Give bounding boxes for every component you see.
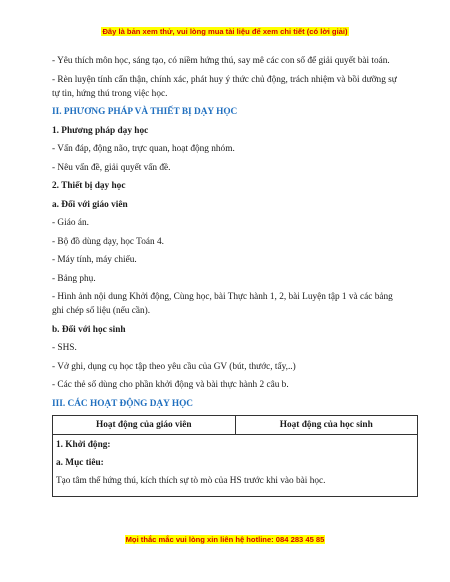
cell-text-goal: Tạo tâm thế hứng thú, kích thích sự tò mò của HS trước khi vào bài học. (56, 476, 326, 486)
paragraph-goal-1: - Yêu thích môn học, sáng tạo, có niềm hứng thú, say mê các con số để giải quyết bài toán. (52, 56, 390, 66)
hotline-banner (0, 535, 450, 544)
preview-banner (0, 27, 450, 36)
subheading-for-teacher: a. Đối với giáo viên (52, 199, 128, 210)
list-item-student-3: - Các thẻ số dùng cho phần khởi động và bài thực hành 2 câu b. (52, 380, 289, 390)
subheading-for-student: b. Đối với học sinh (52, 324, 126, 335)
table-row (53, 435, 418, 497)
section-heading-activities: III. CÁC HOẠT ĐỘNG DẠY HỌC (52, 398, 194, 409)
cell-subtitle-goal: a. Mục tiêu: (56, 458, 104, 468)
column-header-teacher: Hoạt động của giáo viên (53, 416, 236, 435)
document-body (52, 54, 400, 497)
section-heading-methods: II. PHƯƠNG PHÁP VÀ THIẾT BỊ DẠY HỌC (52, 107, 238, 117)
table-cell-warmup (53, 435, 418, 497)
paragraph-method-1: - Vấn đáp, động não, trực quan, hoạt động nhóm. (52, 144, 235, 154)
paragraph-goal-2: - Rèn luyện tính cẩn thận, chính xác, phát huy ý thức chủ động, trách nhiệm và bồi dưỡng sự tự tin, hứng thú trong việc học. (52, 74, 397, 99)
list-item-student-2: - Vở ghi, dụng cụ học tập theo yêu cầu của GV (bút, thước, tẩy,..) (52, 361, 296, 372)
column-header-student: Hoạt động của học sinh (235, 416, 418, 435)
table-header-row (53, 416, 418, 435)
list-item-teacher-4: - Bảng phụ. (52, 273, 96, 284)
list-item-teacher-5: - Hình ảnh nội dung Khởi động, Cùng học, bài Thực hành 1, 2, bài Luyện tập 1 và các bảng ghi chép số liệu (nếu cần). (52, 292, 393, 316)
list-item-teacher-3: - Máy tính, máy chiếu. (52, 255, 137, 265)
hotline-banner-text: Mọi thắc mắc vui lòng xin liên hệ hotline: 084 283 45 85 (125, 535, 325, 544)
list-item-teacher-1: - Giáo án. (52, 218, 89, 228)
list-item-teacher-2: - Bộ đồ dùng dạy, học Toán 4. (52, 236, 164, 247)
subheading-teaching-methods: 1. Phương pháp dạy học (52, 125, 149, 136)
preview-banner-text: Đây là bản xem thử, vui lòng mua tài liệu để xem chi tiết (có lời giải) (102, 27, 348, 36)
activities-table (52, 415, 418, 497)
cell-title-warmup: 1. Khởi động: (56, 440, 111, 450)
list-item-student-1: - SHS. (52, 343, 77, 353)
paragraph-method-2: - Nêu vấn đề, giải quyết vấn đề. (52, 162, 171, 173)
subheading-equipment: 2. Thiết bị dạy học (52, 181, 126, 191)
